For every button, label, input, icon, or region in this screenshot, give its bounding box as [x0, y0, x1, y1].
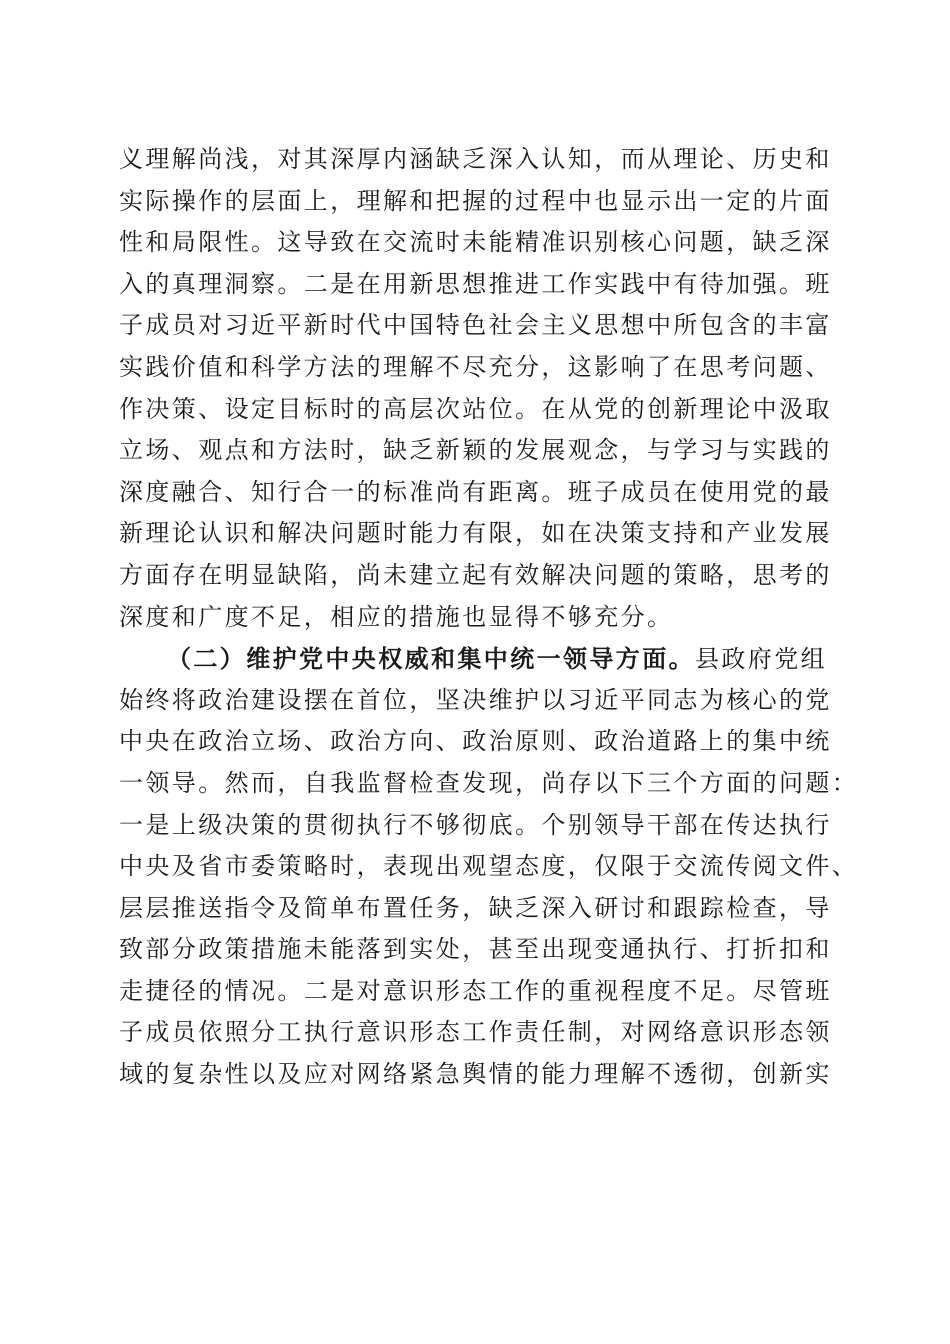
- text-line: 始终将政治建设摆在首位，坚决维护以习近平同志为核心的党: [119, 685, 832, 714]
- section-heading: （二）维护党中央权威和集中统一领导方面。: [167, 644, 695, 674]
- text-line: 实际操作的层面上，理解和把握的过程中也显示出一定的片面: [119, 186, 832, 215]
- text-line: 域的复杂性以及应对网络紧急舆情的能力理解不透彻，创新实: [119, 1060, 832, 1089]
- text-line: 子成员依照分工执行意识形态工作责任制，对网络意识形态领: [119, 1018, 832, 1047]
- text-line: 深度融合、知行合一的标准尚有距离。班子成员在使用党的最: [119, 477, 832, 506]
- text-line: 方面存在明显缺陷，尚未建立起有效解决问题的策略，思考的: [119, 560, 832, 589]
- text-line: 一领导。然而，自我监督检查发现，尚存以下三个方面的问题：: [119, 768, 859, 797]
- text-line: 入的真理洞察。二是在用新思想推进工作实践中有待加强。班: [119, 269, 832, 298]
- text-line: 性和局限性。这导致在交流时未能精准识别核心问题，缺乏深: [119, 228, 832, 257]
- text-line: 新理论认识和解决问题时能力有限，如在决策支持和产业发展: [119, 519, 832, 548]
- text-line: 中央及省市委策略时，表现出观望态度，仅限于交流传阅文件、: [119, 852, 859, 881]
- section-heading-line: [119, 638, 839, 680]
- text-line: 作决策、设定目标时的高层次站位。在从党的创新理论中汲取: [119, 394, 832, 423]
- text-line: 走捷径的情况。二是对意识形态工作的重视程度不足。尽管班: [119, 976, 832, 1005]
- text-line: 致部分政策措施未能落到实处，甚至出现变通执行、打折扣和: [119, 935, 832, 964]
- text-line: 立场、观点和方法时，缺乏新颖的发展观念，与学习与实践的: [119, 436, 832, 465]
- heading-line-text: 县政府党组: [695, 645, 827, 674]
- text-line: 层层推送指令及简单布置任务，缺乏深入研讨和跟踪检查，导: [119, 893, 832, 922]
- text-line: 实践价值和科学方法的理解不尽充分，这影响了在思考问题、: [119, 352, 832, 381]
- text-line: 一是上级决策的贯彻执行不够彻底。个别领导干部在传达执行: [119, 810, 832, 839]
- text-line: 中央在政治立场、政治方向、政治原则、政治道路上的集中统: [119, 727, 832, 756]
- text-line: 深度和广度不足，相应的措施也显得不够充分。: [119, 602, 674, 631]
- text-line: 子成员对习近平新时代中国特色社会主义思想中所包含的丰富: [119, 311, 832, 340]
- document-body: [119, 139, 859, 1096]
- text-line: 义理解尚浅，对其深厚内涵缺乏深入认知，而从理论、历史和: [119, 145, 832, 173]
